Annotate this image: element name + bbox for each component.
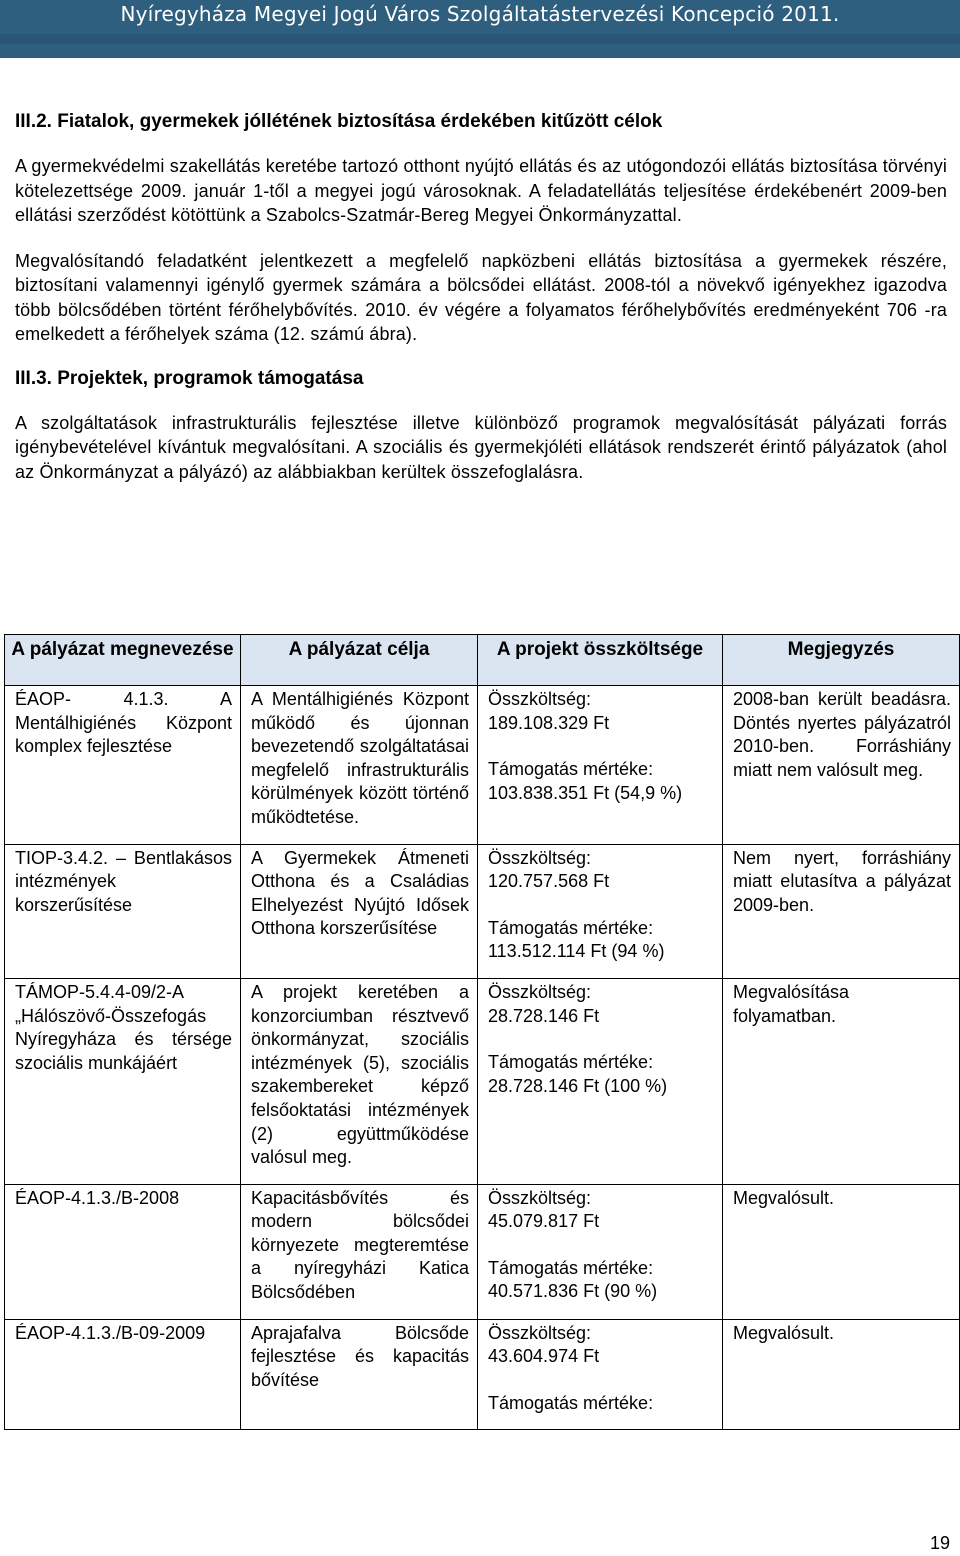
project-note: Nem nyert, forráshiány miatt elutasítva a pályázat 2009-ben.	[723, 844, 960, 978]
column-header-name: A pályázat megnevezése	[5, 635, 241, 686]
section-heading-projektek: III.3. Projektek, programok támogatása	[15, 367, 364, 389]
table-row	[5, 844, 960, 978]
support-label: Támogatás mértéke:	[488, 917, 654, 938]
cost-label: Összköltség:	[488, 1322, 592, 1343]
cost-label: Összköltség:	[488, 981, 592, 1002]
project-goal: A projekt keretében a konzorciumban résztvevő önkormányzat, szociális intézmények (5), szociális szakembereket képző felsőoktatási intézmények (2) együttműködése valósul meg.	[241, 978, 478, 1184]
support-label: Támogatás mértéke:	[488, 1392, 654, 1413]
header-divider	[0, 34, 960, 44]
table-row	[5, 1184, 960, 1319]
cost-value: 28.728.146 Ft	[488, 1005, 600, 1026]
table-header-row	[5, 635, 960, 686]
column-header-goal: A pályázat célja	[241, 635, 478, 686]
paragraph-gyermekvedelmi: A gyermekvédelmi szakellátás keretébe tartozó otthont nyújtó ellátás és az utógondozói ellátás biztosítása törvényi kötelezettsége 2009. január 1-től a megyei jogú városoknak. A feladatellátás teljesítése érdekébenért 2009-ben ellátási szerződést kötöttünk a Szabolcs-Szatmár-Bereg Megyei Önkormányzattal.	[15, 156, 947, 225]
cost-value: 189.108.329 Ft	[488, 712, 610, 733]
cost-label: Összköltség:	[488, 847, 592, 868]
projects-table	[4, 634, 960, 1430]
project-name: ÉAOP-4.1.3./B-09-2009	[5, 1319, 241, 1430]
support-label: Támogatás mértéke:	[488, 1052, 654, 1073]
project-name: ÉAOP- 4.1.3. A Mentálhigiénés Központ komplex fejlesztése	[5, 686, 241, 845]
support-value: 28.728.146 Ft (100 %)	[488, 1075, 668, 1096]
paragraph-napkozbeni: Megvalósítandó feladatként jelentkezett a megfelelő napközbeni ellátás biztosítása a gyermekek részére, biztosítani valamennyi igénylő gyermek számára a bölcsődei ellátást. 2008-tól a növekvő igényekhez igazodva több bölcsődében történt férőhelybővítés. 2010. év végére a folyamatos férőhelybővítés eredményeként 706 -ra emelkedett a férőhelyek száma (12. számú ábra).	[15, 250, 947, 344]
cost-value: 45.079.817 Ft	[488, 1211, 600, 1232]
page-number: 19	[929, 1533, 950, 1553]
cost-label: Összköltség:	[488, 689, 592, 709]
project-name: TÁMOP-5.4.4-09/2-A „Hálószövő-Összefogás Nyíregyháza és térsége szociális munkájáért	[5, 978, 241, 1184]
project-cost	[478, 686, 723, 845]
project-note: 2008-ban került beadásra. Döntés nyertes pályázatról 2010-ben. Forráshiány miatt nem valósult meg.	[723, 686, 960, 845]
cost-value: 43.604.974 Ft	[488, 1346, 600, 1367]
project-goal: A Gyermekek Átmeneti Otthona és a Családias Elhelyezést Nyújtó Idősek Otthona korszerűsítése	[241, 844, 478, 978]
table-row	[5, 978, 960, 1184]
support-value: 103.838.351 Ft (54,9 %)	[488, 782, 683, 803]
document-title: Nyíregyháza Megyei Jogú Város Szolgáltatástervezési Koncepció 2011.	[120, 2, 840, 26]
project-name: TIOP-3.4.2. – Bentlakásos intézmények korszerűsítése	[5, 844, 241, 978]
project-note: Megvalósítása folyamatban.	[723, 978, 960, 1184]
section-heading-fiatalok: III.2. Fiatalok, gyermekek jóllétének biztosítása érdekében kitűzött célok	[15, 111, 663, 132]
column-header-cost: A projekt összköltsége	[478, 635, 723, 686]
project-goal: Aprajafalva Bölcsőde fejlesztése és kapacitás bővítése	[241, 1319, 478, 1430]
header-band	[0, 0, 960, 58]
project-cost	[478, 978, 723, 1184]
project-goal: A Mentálhigiénés Központ működő és újonnan bevezetendő szolgáltatásai megfelelő infrastrukturális körülmények között történő működtetése.	[241, 686, 478, 845]
project-note: Megvalósult.	[723, 1184, 960, 1319]
main-content	[15, 110, 947, 484]
project-note: Megvalósult.	[723, 1319, 960, 1430]
paragraph-szolgaltatasok: A szolgáltatások infrastrukturális fejlesztése illetve különböző programok megvalósítását pályázati forrás igénybevételével kívántuk megvalósítani. A szociális és gyermekjóléti ellátások rendszerét érintő pályázatok (ahol az Önkormányzat a pályázó) az alábbiakban kerültek összefoglalásra.	[15, 412, 947, 482]
project-cost	[478, 1319, 723, 1430]
cost-value: 120.757.568 Ft	[488, 871, 610, 892]
support-value: 40.571.836 Ft (90 %)	[488, 1281, 658, 1302]
project-cost	[478, 1184, 723, 1319]
project-goal: Kapacitásbővítés és modern bölcsődei környezete megteremtése a nyíregyházi Katica Bölcsődében	[241, 1184, 478, 1319]
project-name: ÉAOP-4.1.3./B-2008	[5, 1184, 241, 1319]
support-value: 113.512.114 Ft (94 %)	[488, 941, 665, 962]
support-label: Támogatás mértéke:	[488, 1257, 654, 1278]
project-cost	[478, 844, 723, 978]
support-label: Támogatás mértéke:	[488, 759, 654, 780]
table-row	[5, 686, 960, 845]
cost-label: Összköltség:	[488, 1187, 592, 1208]
table-row	[5, 1319, 960, 1430]
column-header-note: Megjegyzés	[723, 635, 960, 686]
